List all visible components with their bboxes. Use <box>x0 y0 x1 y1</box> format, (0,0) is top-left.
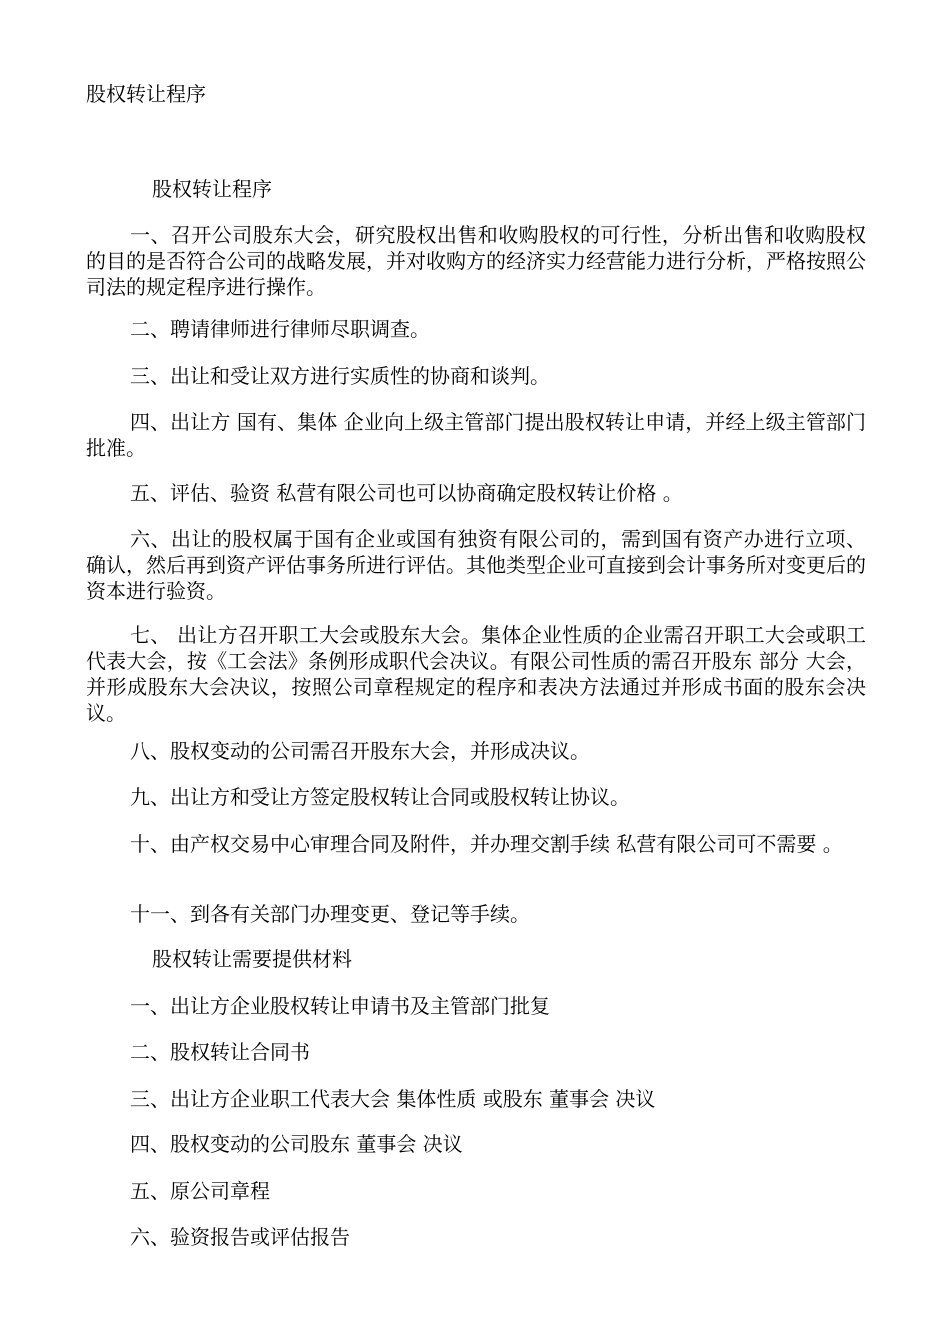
procedure-step-7: 七、 出让方召开职工大会或股东大会。集体企业性质的企业需召开职工大会或职工代表大会，按《工会法》条例形成职代会决议。有限公司性质的需召开股东 部分 大会，并形成股东大会决议，按照公司章程规定的程序和表决方法通过并形成书面的股东会决议。 <box>86 623 866 725</box>
procedure-step-2: 二、聘请律师进行律师尽职调查。 <box>130 317 430 341</box>
procedure-step-9: 九、出让方和受让方签定股权转让合同或股权转让协议。 <box>130 785 630 809</box>
materials-item-1: 一、出让方企业股权转让申请书及主管部门批复 <box>130 994 550 1018</box>
procedure-step-6: 六、出让的股权属于国有企业或国有独资有限公司的，需到国有资产办进行立项、确认，然后再到资产评估事务所进行评估。其他类型企业可直接到会计事务所对变更后的资本进行验资。 <box>86 527 866 603</box>
procedure-step-11: 十一、到各有关部门办理变更、登记等手续。 <box>130 902 530 926</box>
document-title: 股权转让程序 <box>86 82 206 106</box>
procedure-heading: 股权转让程序 <box>152 177 272 201</box>
materials-item-5: 五、原公司章程 <box>130 1179 270 1203</box>
procedure-step-3: 三、出让和受让双方进行实质性的协商和谈判。 <box>130 364 550 388</box>
materials-item-3: 三、出让方企业职工代表大会 集体性质 或股东 董事会 决议 <box>130 1087 656 1111</box>
materials-item-6: 六、验资报告或评估报告 <box>130 1225 350 1249</box>
procedure-step-8: 八、股权变动的公司需召开股东大会，并形成决议。 <box>130 739 590 763</box>
procedure-step-5: 五、评估、验资 私营有限公司也可以协商确定股权转让价格 。 <box>130 481 683 505</box>
materials-item-4: 四、股权变动的公司股东 董事会 决议 <box>130 1132 463 1156</box>
materials-item-2: 二、股权转让合同书 <box>130 1040 310 1064</box>
procedure-step-4: 四、出让方 国有、集体 企业向上级主管部门提出股权转让申请，并经上级主管部门批准。 <box>86 410 866 460</box>
materials-heading: 股权转让需要提供材料 <box>152 947 352 971</box>
procedure-step-10: 十、由产权交易中心审理合同及附件，并办理交割手续 私营有限公司可不需要 。 <box>130 832 843 856</box>
procedure-step-1: 一、召开公司股东大会，研究股权出售和收购股权的可行性，分析出售和收购股权的目的是否符合公司的战略发展，并对收购方的经济实力经营能力进行分析，严格按照公司法的规定程序进行操作。 <box>86 223 866 299</box>
